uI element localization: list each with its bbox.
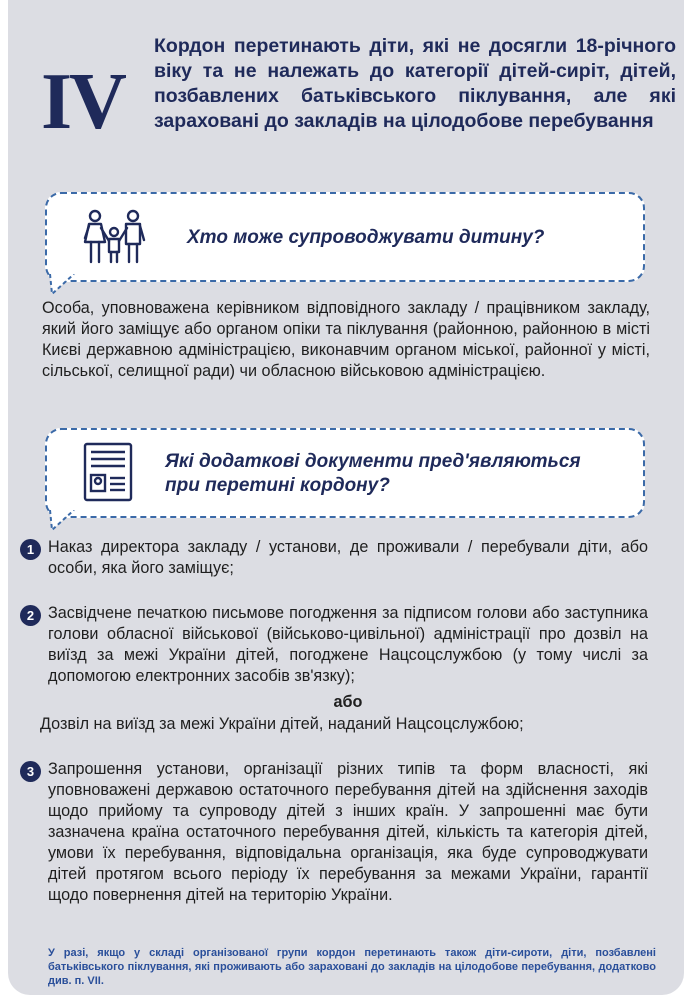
item-number: 1	[20, 539, 41, 560]
document-item-alt: Дозвіл на виїзд за межі України дітей, наданий Нацсоцслужбою;	[40, 715, 524, 733]
document-item: Наказ директора закладу / установи, де проживали / перебували діти, або особи, яка його заміщує;	[48, 538, 648, 577]
document-item: Запрошення установи, організації різних типів та форм власності, які уповноважені державою остаточного перебування дітей на здійснення заходів щодо прийому та супроводу дітей з інших країн. У запрошенні має бути зазначена країна остаточного перебування дітей, кількість та категорія дітей, умови їх перебування, відповідальна організація, яка буде супроводжувати дітей протягом всього періоду їх перебування за межами України, гарантії щодо повернення дітей на територію України.	[48, 760, 648, 904]
document-icon	[83, 442, 133, 502]
bubble-tail	[48, 274, 78, 296]
bubble-tail	[48, 510, 78, 532]
family-icon	[81, 208, 149, 266]
item-number: 3	[20, 761, 41, 782]
document-item: Засвідчене печаткою письмове погодження за підписом голови або заступника голови обласної військової (військово-цивільної) адміністрації про дозвіл на виїзд за межі України дітей, погоджене Нацсоцслужбою (у тому числі за допомогою електронних засобів зв'язку);	[48, 604, 648, 685]
question-bubble-documents	[45, 428, 645, 518]
question-documents-line2: при перетині кордону?	[165, 475, 390, 496]
section-number: IV	[41, 58, 124, 146]
companion-answer: Особа, уповноважена керівником відповідного закладу / працівником закладу, який його заміщує або органом опіки та піклування (районною, районною в місті Києві державною адміністрацією, виконавчим органом міської, районної у місті, сільської, селищної ради) чи обласною військовою адміністрацією.	[42, 299, 650, 380]
info-card	[8, 0, 684, 995]
footnote: У разі, якщо у складі організованої групи кордон перетинають також діти-сироти, діти, позбавлені батьківського піклування, які проживають або зараховані до закладів на цілодобове перебування, додатково див. п. VII.	[48, 947, 656, 987]
question-bubble-companion	[45, 192, 645, 282]
question-documents-line1: Які додаткові документи пред'являються	[165, 451, 581, 472]
separator-or: або	[333, 693, 363, 711]
page-title: Кордон перетинають діти, які не досягли 18-річного віку та не належать до категорії дітей-сиріт, дітей, позбавлених батьківського піклування, але які зараховані до закладів на цілодобове перебування	[154, 35, 676, 132]
question-companion: Хто може супроводжувати дитину?	[187, 227, 545, 248]
item-number: 2	[20, 605, 41, 626]
